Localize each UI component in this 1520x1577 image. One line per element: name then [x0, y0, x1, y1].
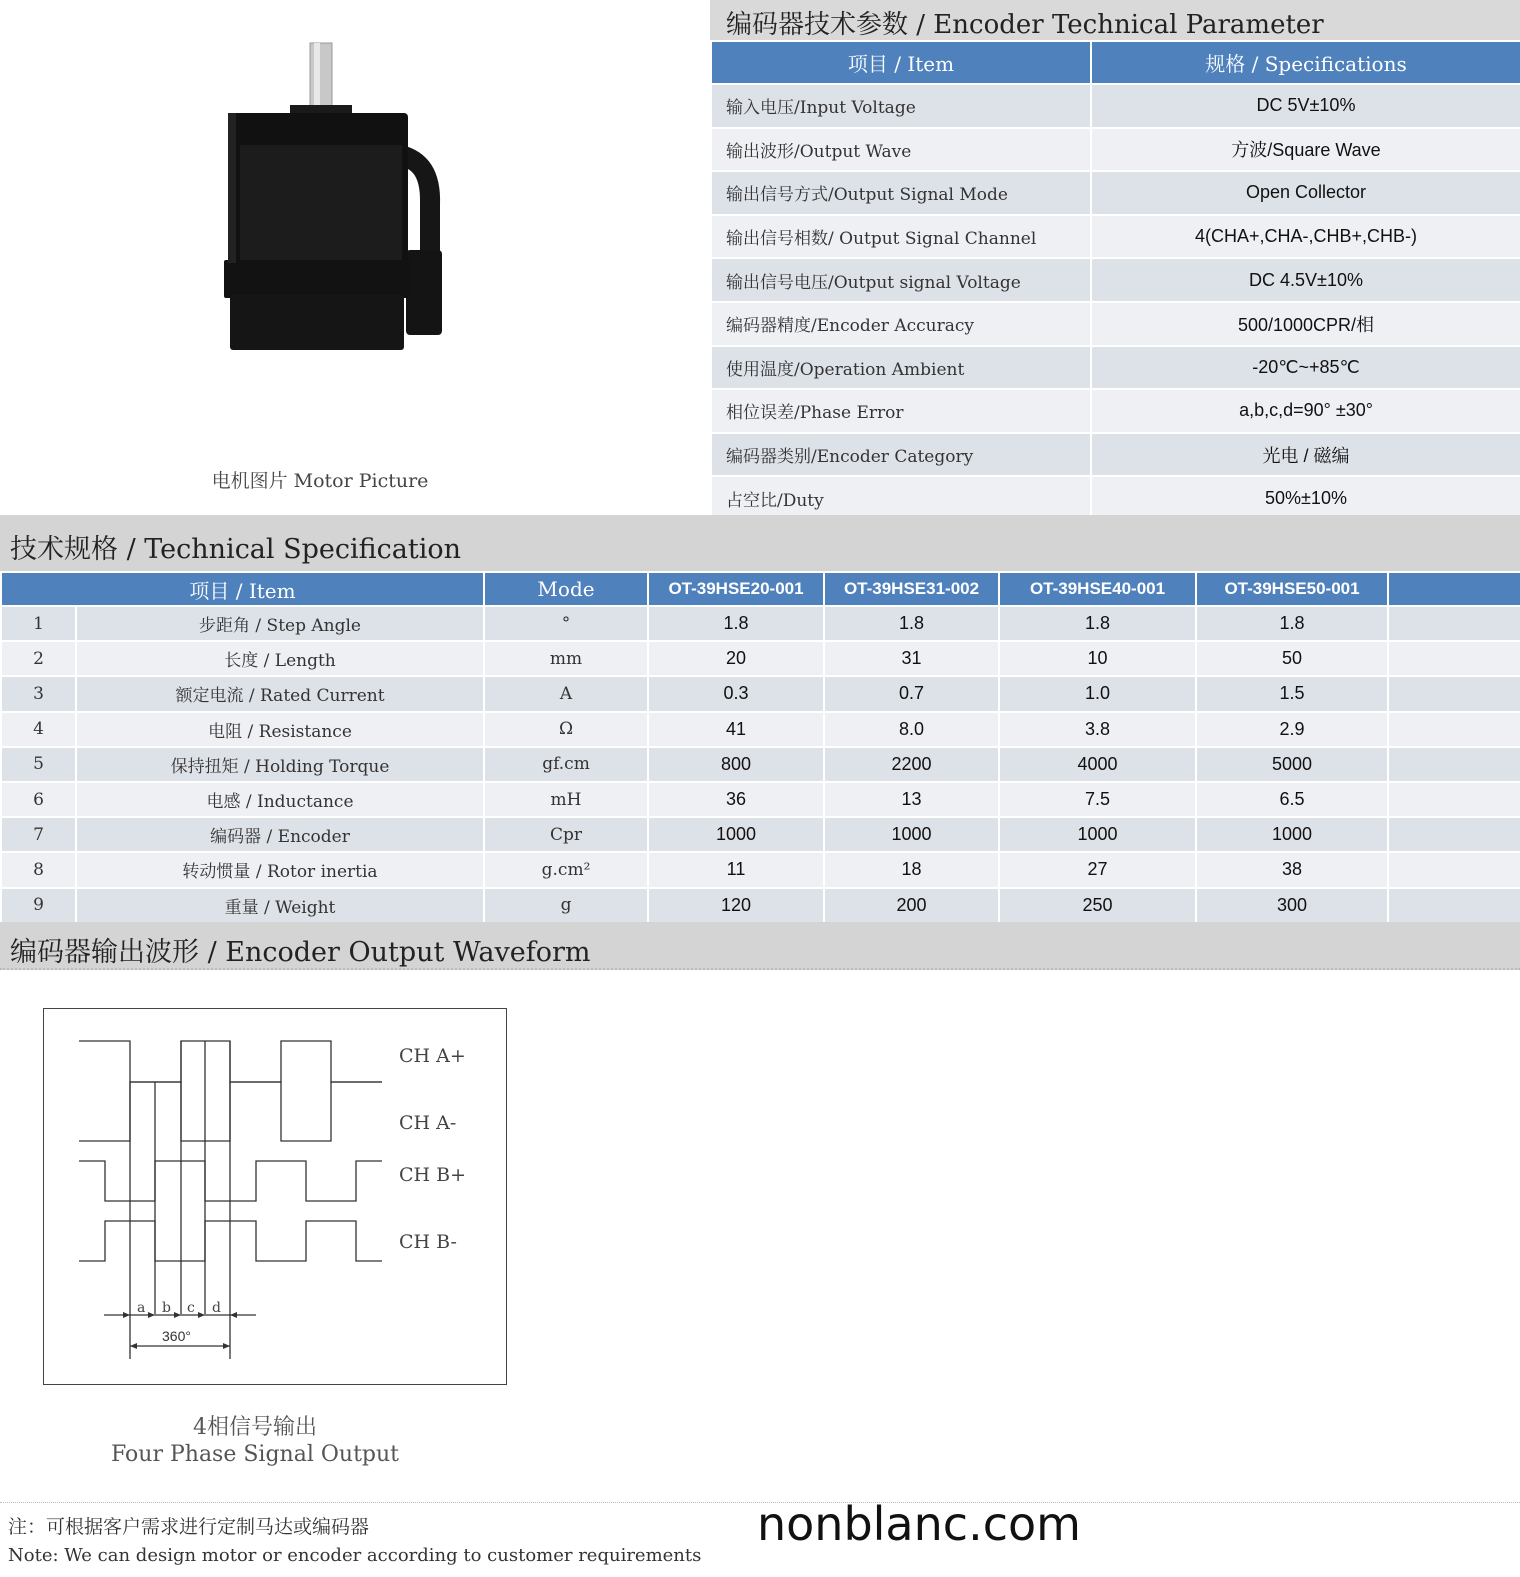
row-value: 13 [824, 782, 999, 817]
row-value: 1000 [1196, 817, 1388, 852]
row-value: 1.8 [1196, 606, 1388, 641]
tech-spec-row [1, 712, 1520, 747]
row-value: 1000 [648, 817, 824, 852]
tech-spec-row [1, 747, 1520, 782]
row-value: 50 [1196, 641, 1388, 676]
waveform-caption-cn: 4相信号输出 [193, 1415, 317, 1440]
encoder-item: 输出信号电压/Output signal Voltage [711, 258, 1091, 302]
tech-spec-title-bar [0, 515, 1520, 571]
encoder-spec: 方波/Square Wave [1091, 128, 1520, 172]
encoder-spec: 500/1000CPR/相 [1091, 302, 1520, 346]
encoder-item: 占空比/Duty [711, 476, 1091, 520]
encoder-row [711, 84, 1520, 128]
phase-label-b: b [162, 1300, 171, 1316]
note-en: Note: We can design motor or encoder according to customer requirements [8, 1545, 702, 1566]
tech-spec-row [1, 852, 1520, 887]
row-value: 200 [824, 888, 999, 923]
row-value: 41 [648, 712, 824, 747]
row-unit: Ω [484, 712, 648, 747]
row-unit: gf.cm [484, 747, 648, 782]
row-value: 10 [999, 641, 1196, 676]
row-value: 2200 [824, 747, 999, 782]
encoder-header-item: 项目 / Item [711, 41, 1091, 84]
tech-spec-header [1, 572, 1520, 606]
row-number: 9 [1, 888, 76, 923]
encoder-spec: 光电 / 磁编 [1091, 433, 1520, 477]
row-unit: A [484, 676, 648, 711]
encoder-item: 相位误差/Phase Error [711, 389, 1091, 433]
row-value: 120 [648, 888, 824, 923]
waveform-title: 编码器输出波形 / Encoder Output Waveform [10, 937, 591, 968]
note-cn: 注：可根据客户需求进行定制马达或编码器 [8, 1516, 370, 1538]
row-value: 11 [648, 852, 824, 887]
encoder-row [711, 302, 1520, 346]
encoder-item: 输出波形/Output Wave [711, 128, 1091, 172]
row-item: 长度 / Length [76, 641, 484, 676]
encoder-spec: 50%±10% [1091, 476, 1520, 520]
site-watermark: nonblanc.com [757, 1497, 1081, 1551]
encoder-title-bar [710, 0, 1520, 40]
row-value: 36 [648, 782, 824, 817]
encoder-title: 编码器技术参数 / Encoder Technical Parameter [726, 10, 1324, 40]
row-value: 2.9 [1196, 712, 1388, 747]
row-empty [1388, 606, 1520, 641]
encoder-header-spec: 规格 / Specifications [1091, 41, 1520, 84]
row-value: 1000 [824, 817, 999, 852]
row-item: 电阻 / Resistance [76, 712, 484, 747]
row-item: 保持扭矩 / Holding Torque [76, 747, 484, 782]
row-value: 3.8 [999, 712, 1196, 747]
encoder-item: 输入电压/Input Voltage [711, 84, 1091, 128]
row-value: 1.8 [648, 606, 824, 641]
label-cha-plus: CH A+ [399, 1045, 466, 1067]
encoder-row [711, 476, 1520, 520]
row-empty [1388, 888, 1520, 923]
label-cha-minus: CH A- [399, 1112, 457, 1134]
row-unit: mH [484, 782, 648, 817]
tech-spec-row [1, 782, 1520, 817]
row-unit: g [484, 888, 648, 923]
encoder-spec: 4(CHA+,CHA-,CHB+,CHB-) [1091, 215, 1520, 259]
waveform-svg [44, 1009, 508, 1386]
row-item: 电感 / Inductance [76, 782, 484, 817]
row-value: 5000 [1196, 747, 1388, 782]
row-value: 27 [999, 852, 1196, 887]
tech-spec-header-item: 项目 / Item [1, 572, 484, 606]
row-empty [1388, 782, 1520, 817]
row-unit: g.cm² [484, 852, 648, 887]
encoder-row [711, 258, 1520, 302]
row-number: 2 [1, 641, 76, 676]
encoder-row [711, 215, 1520, 259]
tech-spec-header-mode: Mode [484, 572, 648, 606]
row-value: 18 [824, 852, 999, 887]
encoder-row [711, 128, 1520, 172]
waveform-diagram [43, 1008, 507, 1385]
row-number: 5 [1, 747, 76, 782]
encoder-item: 编码器精度/Encoder Accuracy [711, 302, 1091, 346]
tech-spec-header-model: OT-39HSE20-001 [648, 572, 824, 606]
encoder-row [711, 346, 1520, 390]
encoder-spec: DC 4.5V±10% [1091, 258, 1520, 302]
row-value: 8.0 [824, 712, 999, 747]
row-value: 800 [648, 747, 824, 782]
row-number: 6 [1, 782, 76, 817]
tech-spec-row [1, 676, 1520, 711]
encoder-row [711, 389, 1520, 433]
row-value: 250 [999, 888, 1196, 923]
row-item: 转动惯量 / Rotor inertia [76, 852, 484, 887]
encoder-row [711, 433, 1520, 477]
label-chb-minus: CH B- [399, 1231, 457, 1253]
row-empty [1388, 817, 1520, 852]
encoder-spec: DC 5V±10% [1091, 84, 1520, 128]
row-value: 1000 [999, 817, 1196, 852]
row-number: 1 [1, 606, 76, 641]
row-number: 3 [1, 676, 76, 711]
tech-spec-header-model: OT-39HSE31-002 [824, 572, 999, 606]
row-value: 1.5 [1196, 676, 1388, 711]
label-chb-plus: CH B+ [399, 1164, 467, 1186]
encoder-item: 使用温度/Operation Ambient [711, 346, 1091, 390]
row-item: 额定电流 / Rated Current [76, 676, 484, 711]
row-unit: ° [484, 606, 648, 641]
row-unit: Cpr [484, 817, 648, 852]
row-value: 20 [648, 641, 824, 676]
row-empty [1388, 712, 1520, 747]
row-item: 编码器 / Encoder [76, 817, 484, 852]
encoder-item: 输出信号相数/ Output Signal Channel [711, 215, 1091, 259]
row-unit: mm [484, 641, 648, 676]
phase-label-a: a [137, 1300, 146, 1316]
tech-spec-header-empty [1388, 572, 1520, 606]
row-value: 1.8 [824, 606, 999, 641]
row-value: 38 [1196, 852, 1388, 887]
tech-spec-row [1, 888, 1520, 923]
encoder-parameter-table [710, 40, 1520, 521]
row-item: 重量 / Weight [76, 888, 484, 923]
phase-label-c: c [187, 1300, 195, 1316]
row-value: 1.0 [999, 676, 1196, 711]
encoder-item: 编码器类别/Encoder Category [711, 433, 1091, 477]
encoder-spec: Open Collector [1091, 171, 1520, 215]
row-value: 0.7 [824, 676, 999, 711]
row-number: 8 [1, 852, 76, 887]
encoder-spec: -20℃~+85℃ [1091, 346, 1520, 390]
row-empty [1388, 641, 1520, 676]
row-item: 步距角 / Step Angle [76, 606, 484, 641]
row-value: 6.5 [1196, 782, 1388, 817]
phase-label-d: d [212, 1300, 221, 1316]
tech-spec-row [1, 641, 1520, 676]
encoder-row [711, 171, 1520, 215]
row-value: 300 [1196, 888, 1388, 923]
row-empty [1388, 676, 1520, 711]
row-value: 0.3 [648, 676, 824, 711]
waveform-caption-en: Four Phase Signal Output [110, 1442, 400, 1467]
encoder-table-header [711, 41, 1520, 84]
row-value: 7.5 [999, 782, 1196, 817]
tech-spec-title: 技术规格 / Technical Specification [10, 534, 461, 565]
tech-spec-header-model: OT-39HSE50-001 [1196, 572, 1388, 606]
motor-picture-panel [0, 0, 710, 515]
tech-spec-row [1, 817, 1520, 852]
row-empty [1388, 747, 1520, 782]
encoder-item: 输出信号方式/Output Signal Mode [711, 171, 1091, 215]
row-empty [1388, 852, 1520, 887]
row-number: 4 [1, 712, 76, 747]
row-number: 7 [1, 817, 76, 852]
waveform-title-bar [0, 922, 1520, 970]
row-value: 31 [824, 641, 999, 676]
tech-spec-table [0, 571, 1520, 924]
tech-spec-row [1, 606, 1520, 641]
period-label: 360° [162, 1328, 191, 1344]
encoder-spec: a,b,c,d=90° ±30° [1091, 389, 1520, 433]
tech-spec-header-model: OT-39HSE40-001 [999, 572, 1196, 606]
motor-caption: 电机图片 Motor Picture [211, 470, 429, 492]
row-value: 1.8 [999, 606, 1196, 641]
row-value: 4000 [999, 747, 1196, 782]
motor-image [210, 35, 450, 355]
